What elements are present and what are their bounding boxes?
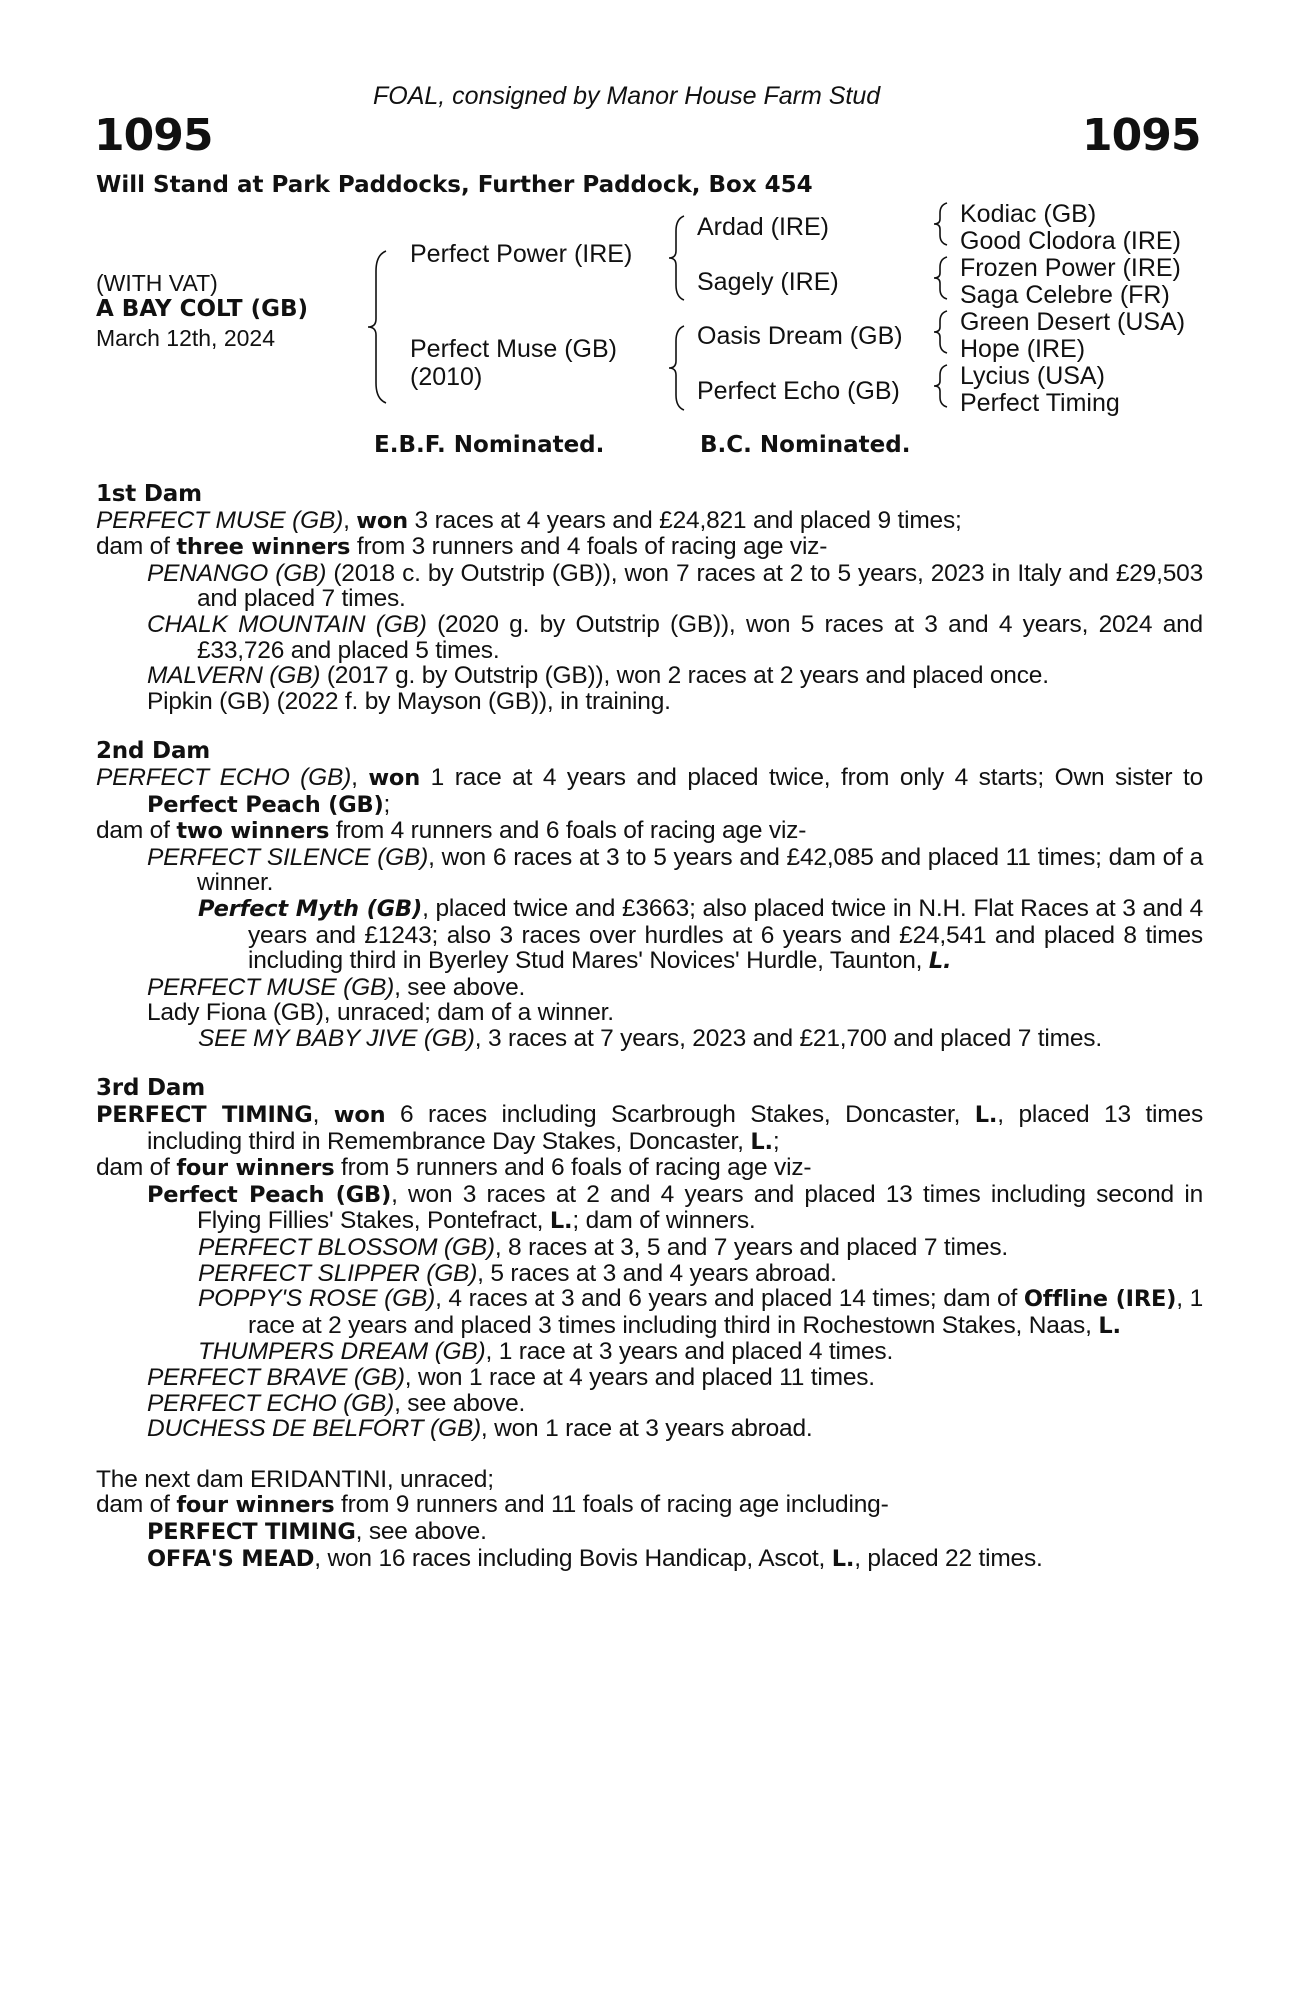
winners-count: three winners	[176, 534, 351, 561]
sister-name: Perfect Peach (GB)	[147, 791, 384, 818]
stand-location: Will Stand at Park Paddocks, Further Paddock, Box 454	[96, 172, 813, 198]
pedigree-sire-sire: Ardad (IRE)	[697, 213, 829, 241]
pedigree-sire: Perfect Power (IRE)	[410, 240, 633, 268]
text: from 4 runners and 6 foals of racing age viz-	[329, 817, 807, 845]
dam-name: PERFECT ECHO (GB)	[96, 763, 352, 791]
won-label: won	[368, 764, 421, 791]
semicolon: ;	[383, 790, 391, 818]
produce-record: (2018 c. by Outstrip (GB)), won 7 races at 2 to 5 years, 2023 in Italy and £29,503 and placed 7 times.	[197, 559, 1203, 613]
comma: ,	[351, 763, 369, 791]
bc-nomination: B.C. Nominated.	[700, 432, 911, 458]
first-dam-produce-summary	[96, 534, 1203, 561]
pedigree-gen3-2: Good Clodora (IRE)	[960, 227, 1181, 255]
produce-name: PERFECT SILENCE (GB)	[147, 843, 429, 871]
pedigree-brace-g1	[931, 201, 949, 247]
produce-record: , 3 races at 7 years, 2023 and £21,700 and placed 7 times.	[474, 1024, 1102, 1052]
pedigree-dam-dam: Perfect Echo (GB)	[697, 377, 900, 405]
produce-name: CHALK MOUNTAIN (GB)	[147, 610, 427, 638]
pedigree-sire-dam: Sagely (IRE)	[697, 268, 839, 296]
pedigree-dam-sire: Oasis Dream (GB)	[697, 322, 903, 350]
text: dam of	[96, 533, 177, 561]
listed-mark: L.	[750, 1128, 773, 1155]
listed-mark: L.	[974, 1102, 998, 1129]
produce-entry	[198, 1235, 1203, 1261]
produce-entry	[147, 1000, 1203, 1026]
pedigree-gen3-5: Green Desert (USA)	[960, 308, 1186, 336]
produce-record: , placed 22 times.	[854, 1544, 1043, 1572]
text: from 9 runners and 11 foals of racing age including-	[334, 1491, 889, 1519]
second-dam-line	[96, 765, 1203, 818]
produce-name: Perfect Peach (GB)	[147, 1181, 392, 1208]
produce-record: , 4 races at 3 and 6 years and placed 14 times; dam of	[435, 1285, 1024, 1313]
winners-count: four winners	[176, 1492, 335, 1519]
record-text: 3 races at 4 years and £24,821 and placed 9 times;	[407, 506, 962, 534]
record-text: The next dam ERIDANTINI, unraced;	[96, 1465, 494, 1493]
produce-name: DUCHESS DE BELFORT (GB)	[147, 1415, 481, 1443]
produce-entry	[198, 1339, 1203, 1365]
comma: ,	[343, 506, 357, 534]
pedigree-brace-g2	[931, 255, 949, 301]
produce-name: PERFECT ECHO (GB)	[147, 1389, 395, 1417]
produce-record: Pipkin (GB) (2022 f. by Mayson (GB)), in training.	[147, 687, 671, 715]
produce-name: POPPY'S ROSE (GB)	[198, 1285, 436, 1313]
produce-entry	[147, 561, 1203, 612]
pedigree-brace-sire	[666, 213, 686, 303]
pedigree-dam-year: (2010)	[410, 363, 483, 391]
produce-record: , won 16 races including Bovis Handicap, Ascot,	[314, 1544, 832, 1572]
listed-mark: L.	[549, 1208, 573, 1235]
third-dam-produce-summary	[96, 1155, 1203, 1182]
listed-mark: L.	[831, 1545, 855, 1572]
produce-record: Lady Fiona (GB), unraced; dam of a winner.	[147, 999, 614, 1027]
pedigree-brace-g4	[931, 363, 949, 409]
produce-entry	[147, 975, 1203, 1001]
catalogue-body	[96, 482, 1203, 1572]
listed-mark: L.	[1098, 1312, 1121, 1339]
pedigree-gen3-6: Hope (IRE)	[960, 335, 1086, 363]
produce-name: PERFECT TIMING	[147, 1518, 356, 1545]
third-dam-heading: 3rd Dam	[96, 1075, 205, 1102]
produce-entry	[147, 663, 1203, 689]
produce-record: , placed twice and £3663; also placed twice in N.H. Flat Races at 3 and 4 years and £1243; also 3 races over hurdles at 6 years and £24,541 and placed 8 times including third in Byerley Stud Mares' Novices' Hurdle, Taunton,	[248, 894, 1203, 975]
won-label: won	[356, 507, 408, 534]
produce-record: , won 3 races at 2 and 4 years and placed 13 times including second in Flying Fillies' Stakes, Pontefract,	[197, 1180, 1203, 1235]
lot-number-left: 1095	[94, 110, 213, 161]
pedigree-dam: Perfect Muse (GB)	[410, 335, 617, 363]
produce-name: THUMPERS DREAM (GB)	[198, 1338, 486, 1366]
pedigree-gen3-8: Perfect Timing	[960, 389, 1120, 417]
produce-name: PENANGO (GB)	[147, 559, 327, 587]
produce-entry	[198, 896, 1203, 975]
produce-name: OFFA'S MEAD	[147, 1545, 315, 1572]
second-dam-heading: 2nd Dam	[96, 738, 211, 765]
produce-record: , won 1 race at 4 years and placed 11 times.	[404, 1364, 875, 1391]
produce-name: MALVERN (GB)	[147, 662, 321, 690]
winners-count: two winners	[176, 818, 330, 845]
produce-entry	[147, 845, 1203, 896]
produce-record: , see above.	[394, 1389, 526, 1417]
record-text: , placed 13 times including third in Remembrance Day Stakes, Doncaster,	[147, 1101, 1203, 1155]
produce-record: , 5 races at 3 and 4 years abroad.	[477, 1259, 837, 1287]
first-dam-heading: 1st Dam	[96, 481, 202, 507]
produce-record: , see above.	[355, 1517, 487, 1545]
produce-record: , 1 race at 3 years and placed 4 times.	[485, 1338, 894, 1366]
text: dam of	[96, 1154, 177, 1182]
pedigree-gen3-3: Frozen Power (IRE)	[960, 254, 1181, 282]
produce-name: PERFECT BLOSSOM (GB)	[198, 1234, 495, 1262]
third-dam-line	[96, 1102, 1203, 1155]
produce-record: ; dam of winners.	[572, 1207, 756, 1235]
ebf-nomination: E.B.F. Nominated.	[374, 432, 605, 458]
horse-dob: March 12th, 2024	[96, 325, 276, 351]
won-label: won	[333, 1102, 386, 1129]
produce-entry	[147, 1519, 1203, 1546]
produce-entry	[147, 689, 1203, 715]
produce-record: , 8 races at 3, 5 and 7 years and placed 7 times.	[494, 1234, 1009, 1262]
produce-entry	[147, 1416, 1203, 1442]
produce-name: PERFECT MUSE (GB)	[147, 973, 395, 1001]
produce-name: Offline (IRE)	[1023, 1286, 1177, 1313]
pedigree-brace-main	[364, 247, 388, 407]
produce-entry	[198, 1286, 1203, 1339]
record-text: 1 race at 4 years and placed twice, from only 4 starts; Own sister to	[420, 763, 1203, 791]
produce-name: PERFECT BRAVE (GB)	[147, 1364, 405, 1391]
vat-note: (WITH VAT)	[96, 270, 218, 296]
produce-entry	[147, 1365, 1203, 1391]
record-text: 6 races including Scarbrough Stakes, Doncaster,	[385, 1101, 975, 1129]
winners-count: four winners	[176, 1155, 335, 1182]
produce-entry	[147, 1391, 1203, 1417]
second-dam-produce-summary	[96, 818, 1203, 845]
produce-name: PERFECT SLIPPER (GB)	[198, 1259, 478, 1287]
dam-name: PERFECT MUSE (GB)	[96, 506, 344, 534]
text: dam of	[96, 817, 177, 845]
first-dam-line	[96, 508, 1203, 535]
listed-mark: L.	[928, 948, 952, 975]
produce-entry	[147, 1546, 1203, 1573]
spacer	[96, 1442, 1203, 1467]
produce-entry	[147, 612, 1203, 663]
lot-number-right: 1095	[1082, 110, 1201, 161]
next-dam-produce-summary	[96, 1492, 1203, 1519]
pedigree-gen3-1: Kodiac (GB)	[960, 200, 1097, 228]
produce-record: , won 1 race at 3 years abroad.	[480, 1415, 813, 1443]
produce-name: SEE MY BABY JIVE (GB)	[198, 1024, 475, 1052]
horse-name: A BAY COLT (GB)	[96, 296, 309, 322]
produce-name: Perfect Myth (GB)	[198, 895, 423, 922]
produce-entry	[147, 1182, 1203, 1235]
produce-record: , won 6 races at 3 to 5 years and £42,085 and placed 11 times; dam of a winner.	[197, 843, 1203, 897]
text: from 5 runners and 6 foals of racing age viz-	[334, 1154, 812, 1182]
pedigree-brace-dam	[666, 323, 686, 413]
comma: ,	[312, 1101, 334, 1129]
produce-entry	[198, 1026, 1203, 1052]
text: from 3 runners and 4 foals of racing age viz-	[350, 533, 828, 561]
pedigree-gen3-4: Saga Celebre (FR)	[960, 281, 1170, 309]
produce-record: (2017 g. by Outstrip (GB)), won 2 races at 2 years and placed once.	[320, 662, 1049, 690]
produce-record: (2020 g. by Outstrip (GB)), won 5 races at 3 and 4 years, 2024 and £33,726 and placed 5 times.	[197, 610, 1203, 664]
produce-record: , 1 race at 2 years and placed 3 times including third in Rochestown Stakes, Naas,	[248, 1285, 1204, 1339]
text: dam of	[96, 1491, 177, 1519]
next-dam-line	[96, 1467, 1203, 1493]
produce-entry	[198, 1261, 1203, 1287]
dam-name: PERFECT TIMING	[96, 1102, 313, 1129]
pedigree-gen3-7: Lycius (USA)	[960, 362, 1105, 390]
pedigree-brace-g3	[931, 309, 949, 355]
consignment-header: FOAL, consigned by Manor House Farm Stud	[373, 82, 881, 110]
semicolon: ;	[772, 1127, 780, 1155]
produce-record: , see above.	[394, 973, 526, 1001]
